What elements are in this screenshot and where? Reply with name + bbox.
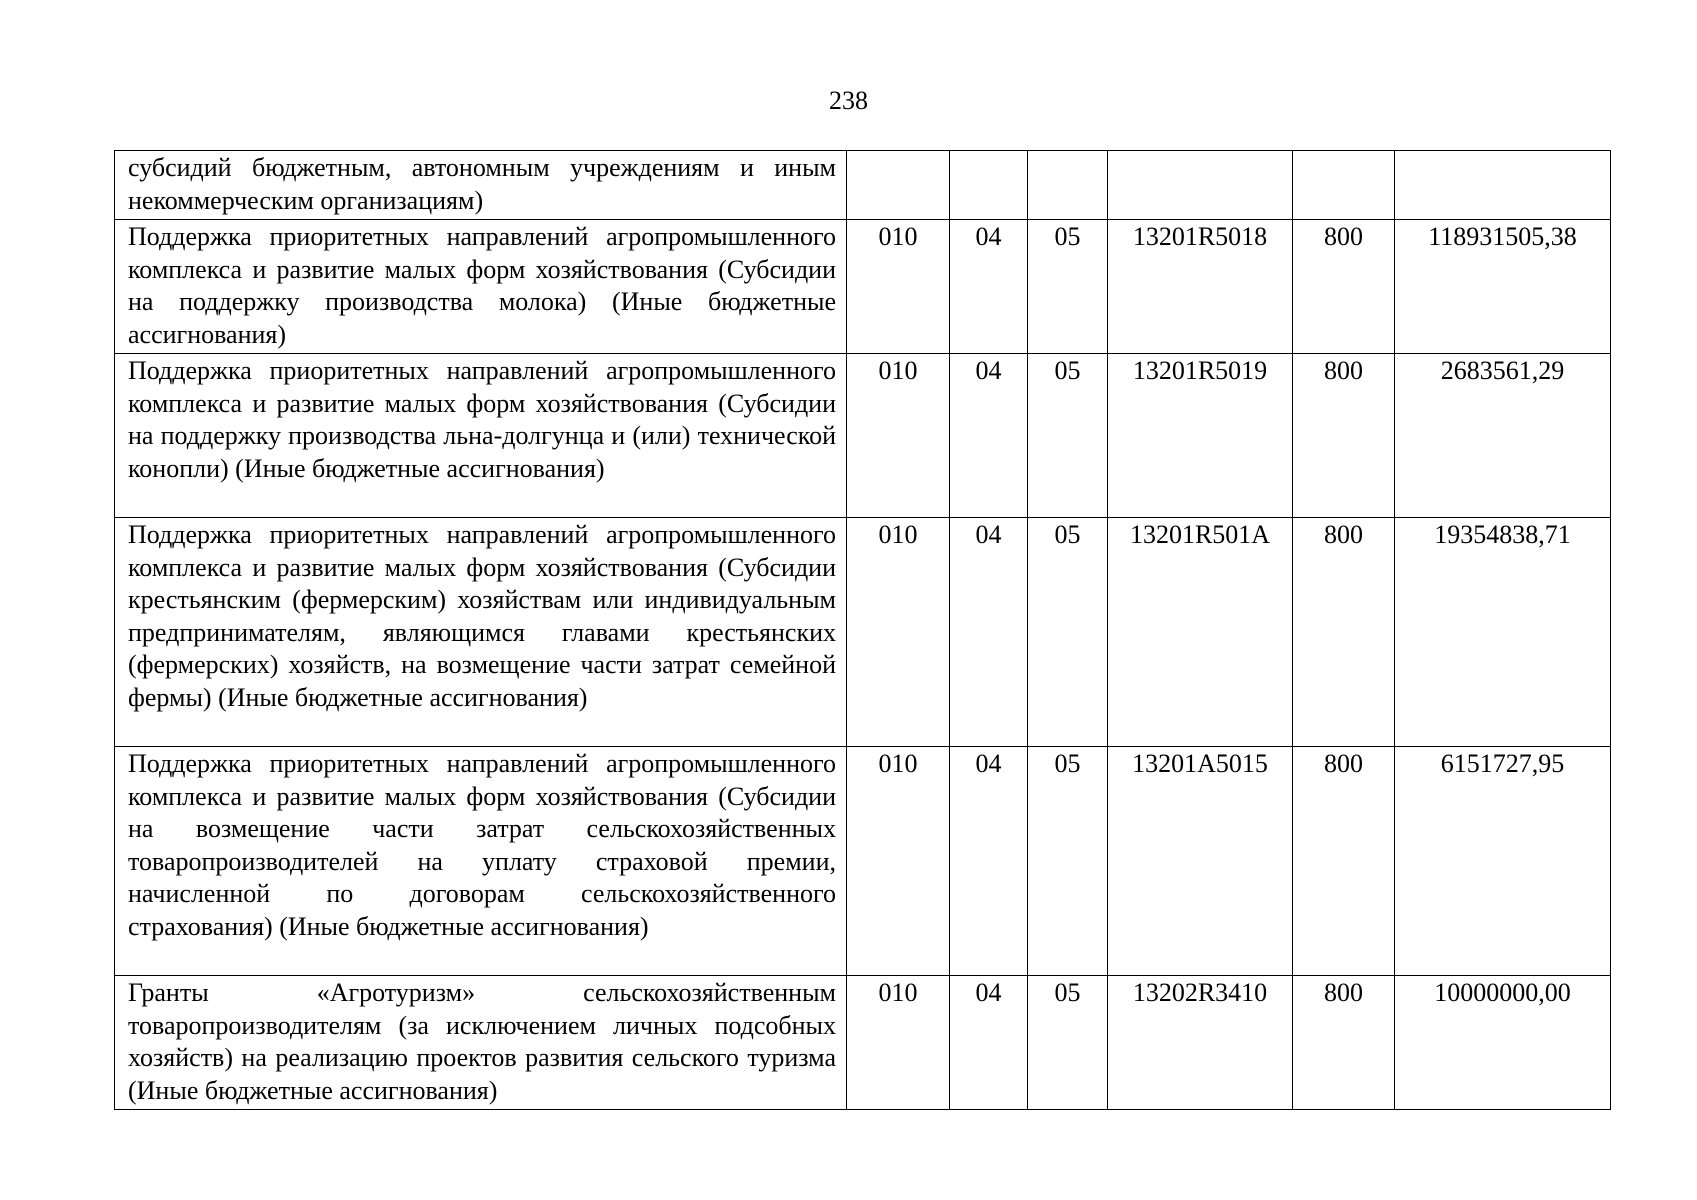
target-article-code: 13201R501A xyxy=(1108,518,1293,747)
ministry-code: 010 xyxy=(847,354,950,518)
subsection-code: 05 xyxy=(1028,747,1108,976)
target-article-code: 13201R5018 xyxy=(1108,220,1293,354)
ministry-code xyxy=(847,151,950,220)
row-description: Поддержка приоритетных направлений агропромышленного комплекса и развитие малых форм хозяйствования (Субсидии на поддержку производства молока) (Иные бюджетные ассигнования) xyxy=(115,220,847,354)
target-article-code: 13201R5019 xyxy=(1108,354,1293,518)
section-code: 04 xyxy=(950,354,1028,518)
row-description: Поддержка приоритетных направлений агропромышленного комплекса и развитие малых форм хозяйствования (Субсидии на возмещение части затрат сельскохозяйственных товаропроизводителей на уплату страховой премии, начисленной по договорам сельскохозяйственного страхования) (Иные бюджетные ассигнования) xyxy=(115,747,847,976)
table-row xyxy=(115,976,1611,1110)
amount: 2683561,29 xyxy=(1395,354,1611,518)
section-code: 04 xyxy=(950,518,1028,747)
amount: 118931505,38 xyxy=(1395,220,1611,354)
ministry-code: 010 xyxy=(847,976,950,1110)
expense-type-code: 800 xyxy=(1293,976,1395,1110)
subsection-code: 05 xyxy=(1028,354,1108,518)
ministry-code: 010 xyxy=(847,518,950,747)
table-row xyxy=(115,354,1611,518)
subsection-code: 05 xyxy=(1028,220,1108,354)
expense-type-code xyxy=(1293,151,1395,220)
target-article-code: 13202R3410 xyxy=(1108,976,1293,1110)
subsection-code: 05 xyxy=(1028,976,1108,1110)
section-code: 04 xyxy=(950,976,1028,1110)
row-description: Поддержка приоритетных направлений агропромышленного комплекса и развитие малых форм хозяйствования (Субсидии крестьянским (фермерским) хозяйствам или индивидуальным предпринимателям, являющимся главами крестьянских (фермерских) хозяйств, на возмещение части затрат семейной фермы) (Иные бюджетные ассигнования) xyxy=(115,518,847,747)
table-row xyxy=(115,220,1611,354)
row-description: субсидий бюджетным, автономным учреждениям и иным некоммерческим организациям) xyxy=(115,151,847,220)
expense-type-code: 800 xyxy=(1293,747,1395,976)
amount: 10000000,00 xyxy=(1395,976,1611,1110)
amount: 6151727,95 xyxy=(1395,747,1611,976)
expense-type-code: 800 xyxy=(1293,518,1395,747)
ministry-code: 010 xyxy=(847,747,950,976)
section-code xyxy=(950,151,1028,220)
ministry-code: 010 xyxy=(847,220,950,354)
section-code: 04 xyxy=(950,747,1028,976)
amount: 19354838,71 xyxy=(1395,518,1611,747)
amount xyxy=(1395,151,1611,220)
table-row xyxy=(115,518,1611,747)
expense-type-code: 800 xyxy=(1293,354,1395,518)
target-article-code: 13201A5015 xyxy=(1108,747,1293,976)
subsection-code xyxy=(1028,151,1108,220)
subsection-code: 05 xyxy=(1028,518,1108,747)
section-code: 04 xyxy=(950,220,1028,354)
row-description: Гранты «Агротуризм» сельскохозяйственным товаропроизводителям (за исключением личных подсобных хозяйств) на реализацию проектов развития сельского туризма (Иные бюджетные ассигнования) xyxy=(115,976,847,1110)
expense-type-code: 800 xyxy=(1293,220,1395,354)
page-number: 238 xyxy=(829,86,868,115)
table-row xyxy=(115,747,1611,976)
target-article-code xyxy=(1108,151,1293,220)
row-description: Поддержка приоритетных направлений агропромышленного комплекса и развитие малых форм хозяйствования (Субсидии на поддержку производства льна-долгунца и (или) технической конопли) (Иные бюджетные ассигнования) xyxy=(115,354,847,518)
table-row xyxy=(115,151,1611,220)
budget-table xyxy=(114,150,1611,1110)
